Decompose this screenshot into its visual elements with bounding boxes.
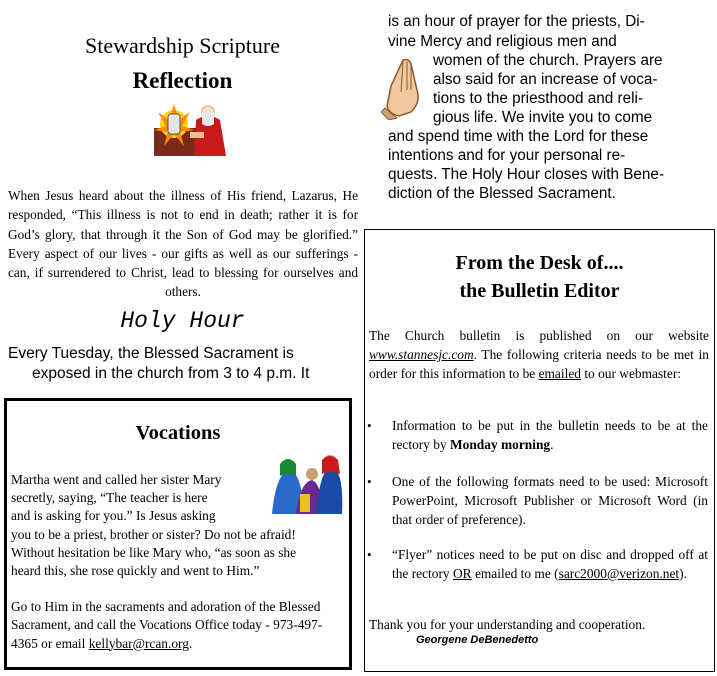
- criteria-item-formats: One of the following formats need to be used: Microsoft PowerPoint, Microsoft Publisher or Microsoft Word (in that order of preference).: [392, 474, 708, 527]
- holy-hour-text-line: tions to the priesthood and reli-: [433, 90, 644, 107]
- vocations-text-line: heard this, she rose quickly and went to Him.”: [11, 563, 260, 578]
- holy-hour-text-line: is an hour of prayer for the priests, Di-: [388, 13, 645, 30]
- holy-hour-text-line: Every Tuesday, the Blessed Sacrament is: [8, 345, 294, 362]
- holy-hour-text-line: gious life. We invite you to come: [433, 109, 653, 126]
- editor-email-link[interactable]: sarc2000@verizon.net: [558, 566, 680, 581]
- vocations-text-line: Without hesitation be like Mary who, “as soon as she: [11, 545, 297, 560]
- holy-hour-title: Holy Hour: [120, 308, 245, 334]
- editor-signature: Georgene DeBenedetto: [416, 634, 539, 646]
- stewardship-title: Stewardship Scripture: [85, 33, 280, 58]
- bullet-icon: •: [367, 418, 372, 433]
- holy-hour-text-line: vine Mercy and religious men and: [388, 33, 617, 50]
- website-link[interactable]: www.stannesjc.com: [369, 347, 474, 362]
- vocations-text-line: Martha went and called her sister Mary: [11, 472, 222, 487]
- criteria-item-deadline: Information to be put in the bulletin needs to be at the rectory by Monday morning.: [392, 418, 708, 452]
- bullet-icon: •: [367, 474, 372, 489]
- vocations-title: Vocations: [135, 422, 221, 444]
- bulletin-editor-title: From the Desk of....: [455, 252, 624, 274]
- holy-hour-text-line: exposed in the church from 3 to 4 p.m. It: [32, 365, 310, 382]
- holy-hour-text-line: and spend time with the Lord for these: [388, 128, 649, 145]
- vocations-text-line: and is asking for you.” Is Jesus asking: [11, 508, 216, 523]
- moses-burning-bush-icon: [150, 98, 230, 158]
- holy-hour-text-line: diction of the Blessed Sacrament.: [388, 185, 616, 202]
- martha-mary-icon: [270, 452, 344, 514]
- holy-hour-text-line: women of the church. Prayers are: [433, 52, 663, 69]
- bullet-icon: •: [367, 547, 372, 562]
- vocations-email-link[interactable]: kellybar@rcan.org: [88, 635, 189, 651]
- holy-hour-text-line: intentions and for your personal re-: [388, 147, 626, 164]
- holy-hour-text-line: quests. The Holy Hour closes with Bene-: [388, 166, 665, 183]
- vocations-contact-paragraph: Go to Him in the sacraments and adoration of the Blessed Sacrament, and call the Vocations Office today - 973-497-4365 or email kellybar@rcan.org.: [11, 599, 323, 651]
- vocations-text-line: you to be a priest, brother or sister? Do not be afraid!: [11, 527, 296, 542]
- bulletin-editor-intro: The Church bulletin is published on our website www.stannesjc.com. The following criteria needs to be met in order for this information to be emailed to our webmaster:: [369, 328, 709, 381]
- criteria-item-flyer: “Flyer” notices need to be put on disc and dropped off at the rectory OR emailed to me (sarc2000@verizon.net).: [392, 547, 708, 581]
- bulletin-editor-subtitle: the Bulletin Editor: [459, 280, 620, 302]
- thank-you-text: Thank you for your understanding and cooperation.: [369, 617, 646, 632]
- stewardship-reflection-text: When Jesus heard about the illness of His friend, Lazarus, He responded, “This illness is not to end in death; rather it is for God’s glory, that through it the Son of God may be glorified.” Every aspect of our lives - our gifts as well as our sufferings - can, if surrendered to Christ, lead to blessing for ourselves and others.: [8, 188, 358, 300]
- emailed-underlined-word: emailed: [538, 366, 581, 381]
- praying-hands-icon: [381, 56, 431, 120]
- stewardship-subtitle: Reflection: [132, 68, 233, 93]
- vocations-text-line: secretly, saying, “The teacher is here: [11, 490, 208, 505]
- holy-hour-text-line: also said for an increase of voca-: [433, 71, 658, 88]
